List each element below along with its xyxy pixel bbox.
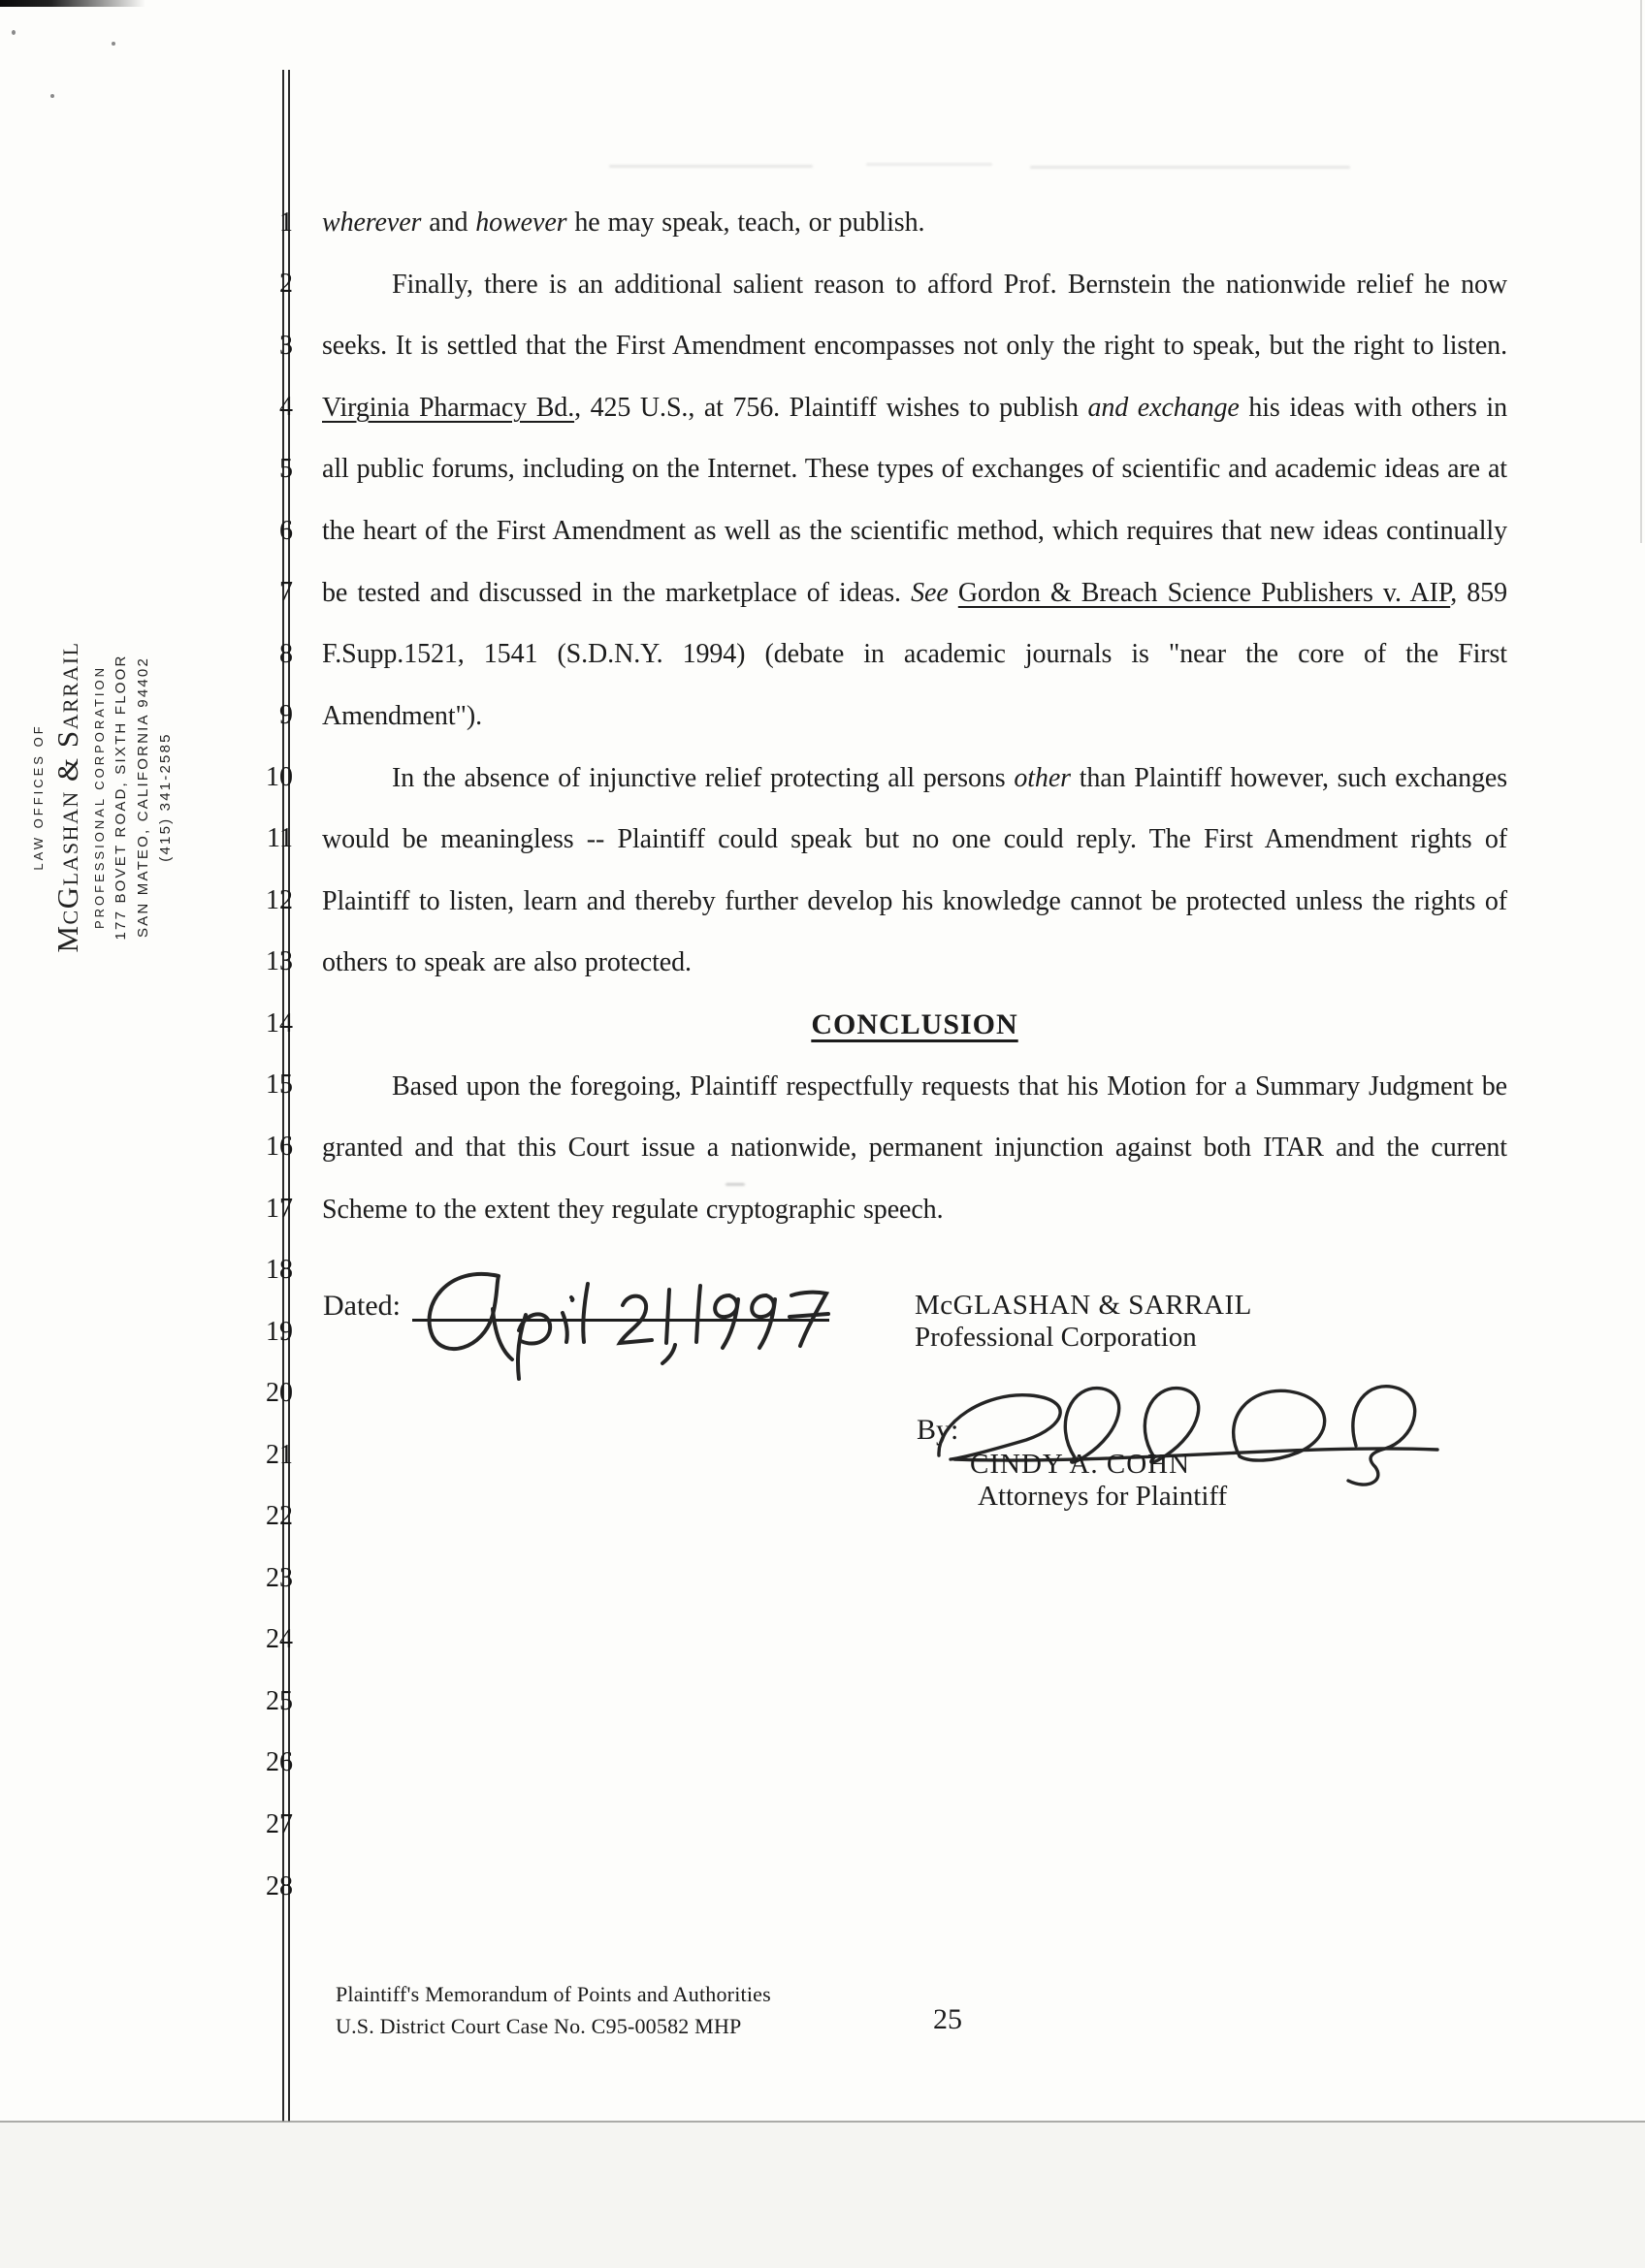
scan-smudge (866, 163, 992, 166)
line-number: 3 (279, 330, 293, 361)
line-number: 23 (266, 1562, 293, 1593)
line-number: 25 (266, 1685, 293, 1716)
paragraph-based-upon: Based upon the foregoing, Plaintiff respectfully requests that his Motion for a Summary Judgment be granted and that this Court issue a nationwide, permanent injunction against both ITAR and the current Scheme to the extent they regulate cryptographic speech. (322, 1070, 1507, 1225)
paragraph-absence: In the absence of injunctive relief protecting all persons other than Plaintiff however, such exchanges would be meaningless -- Plaintiff could speak but no one could reply. The First Amendment rights of Plaintiff to listen, learn and thereby further develop his knowledge cannot be protected unless the rights of others to speak are also protected. (322, 762, 1508, 978)
letterhead-street: 177 BOVET ROAD, SIXTH FLOOR (112, 654, 129, 941)
line-number: 27 (266, 1808, 293, 1839)
line-number: 11 (267, 823, 293, 854)
line-number: 2 (279, 269, 293, 300)
footer (336, 1978, 771, 2042)
line-number: 20 (266, 1378, 293, 1409)
letterhead-corporation: PROFESSIONAL CORPORATION (91, 664, 107, 930)
dated-label: Dated: (323, 1290, 401, 1322)
line-number: 26 (266, 1747, 293, 1778)
footer-document-title: Plaintiff's Memorandum of Points and Authorities (336, 1982, 771, 2006)
scanner-background (0, 2123, 1645, 2268)
line-number: 13 (266, 946, 293, 977)
scan-speck (12, 30, 16, 35)
scan-corner-mark (0, 0, 145, 7)
attorney-title: Attorneys for Plaintiff (978, 1481, 1228, 1512)
handwritten-date (405, 1251, 852, 1382)
line-number: 1 (279, 207, 293, 238)
line-number: 14 (266, 1007, 293, 1038)
attorney-name: CINDY A. COHN (970, 1449, 1191, 1480)
signature-firm-type: Professional Corporation (915, 1322, 1197, 1353)
line-number: 9 (279, 700, 293, 731)
line-number: 24 (266, 1624, 293, 1655)
line-number: 22 (266, 1501, 293, 1532)
scan-speck (50, 94, 54, 98)
scan-edge-shadow (1640, 0, 1642, 543)
line-number: 28 (266, 1870, 293, 1901)
scan-smudge (1030, 166, 1350, 169)
line-number-column (221, 192, 293, 1917)
line-number: 8 (279, 638, 293, 669)
paragraph-finally: Finally, there is an additional salient reason to afford Prof. Bernstein the nationwide relief he now seeks. It is settled that the First Amendment encompasses not only the right to speak, but the right to listen. Virginia Pharmacy Bd., 425 U.S., at 756. Plaintiff wishes to publish and exchange his ideas with others in all public forums, including on the Internet. These types of exchanges of scientific and academic ideas are at the heart of the First Amendment as well as the scientific method, which requires that new ideas continually be tested and discussed in the marketplace of ideas. See Gordon & Breach Science Publishers v. AIP, 859 F.Supp.1521, 1541 (S.D.N.Y. 1994) (debate in academic journals is "near the core of the First Amendment"). (322, 269, 1507, 731)
line-number: 16 (266, 1131, 293, 1162)
by-label: By: (917, 1414, 959, 1446)
line-number: 4 (279, 392, 293, 423)
line-number: 19 (266, 1316, 293, 1347)
paragraph-continuation: wherever and however he may speak, teach, or publish. (322, 208, 925, 238)
line-number: 6 (279, 515, 293, 546)
line-number: 10 (266, 761, 293, 792)
line-number: 5 (279, 453, 293, 484)
conclusion-heading-text: CONCLUSION (811, 1008, 1018, 1040)
line-number: 15 (266, 1070, 293, 1101)
conclusion-heading (322, 994, 1507, 1057)
letterhead-block (30, 569, 174, 1025)
line-number: 17 (266, 1193, 293, 1224)
signature-firm-name: McGLASHAN & SARRAIL (915, 1290, 1252, 1321)
letterhead-firm-name: McGlashan & Sarrail (49, 641, 84, 953)
page-number: 25 (933, 2003, 962, 2035)
line-number: 12 (266, 884, 293, 915)
line-number: 18 (266, 1255, 293, 1286)
letterhead-city: SAN MATEO, CALIFORNIA 94402 (134, 655, 151, 939)
line-number: 21 (266, 1439, 293, 1470)
footer-case-number: U.S. District Court Case No. C95-00582 MHP (336, 2014, 742, 2038)
scan-smudge (609, 165, 813, 168)
letterhead-law-offices: LAW OFFICES OF (30, 723, 46, 871)
scan-speck (112, 42, 115, 46)
line-number: 7 (279, 577, 293, 608)
letterhead-phone: (415) 341-2585 (156, 732, 174, 862)
